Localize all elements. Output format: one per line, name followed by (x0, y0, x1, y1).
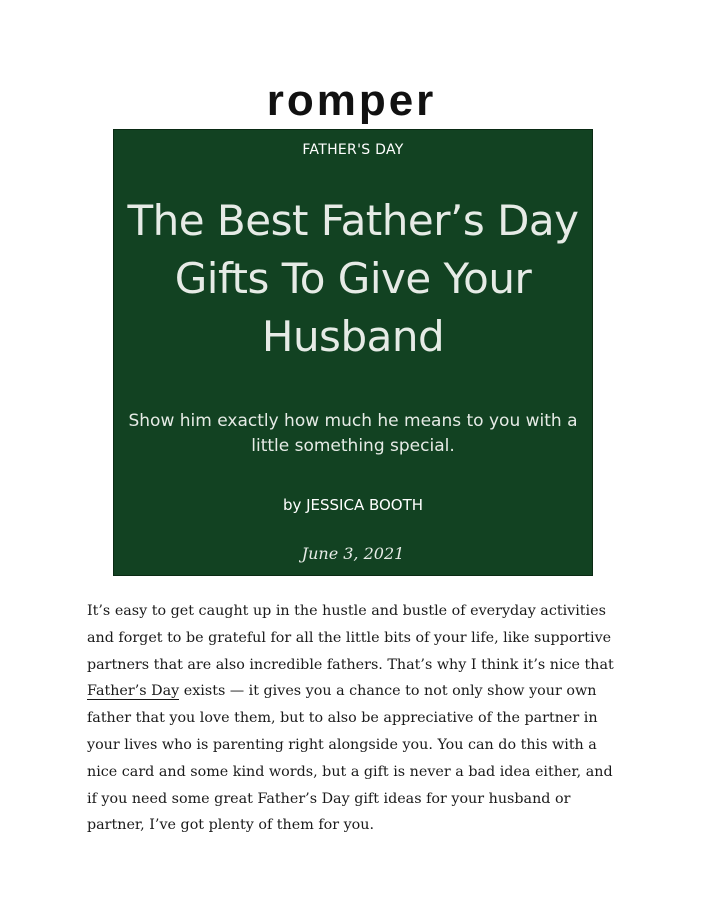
paragraph-text: It’s easy to get caught up in the hustle and bustle of everyday activities and forget to be grateful for all the little bits of your life, like supportive partners that are also incredible fathers. That’s why I think it’s nice that (87, 603, 614, 673)
publish-date: June 3, 2021 (301, 544, 405, 563)
paragraph-text: exists — it gives you a chance to not only show your own father that you love them, but to also be appreciative of the partner in your lives who is parenting right alongside you. You can do this with a nice card and some kind words, but a gift is never a bad idea either, and if you need some great Father’s Day gift ideas for your husband or partner, I’ve got plenty of them for you. (87, 683, 613, 834)
fathers-day-link[interactable]: Father’s Day (87, 683, 180, 700)
article-title (114, 192, 592, 366)
title-line: The Best Father’s Day (127, 196, 579, 245)
title-line: Gifts To Give Your (174, 254, 532, 303)
title-line: Husband (261, 312, 445, 361)
site-logo[interactable]: romper (266, 76, 437, 125)
article-subtitle: Show him exactly how much he means to you with a little something special. (128, 411, 578, 456)
author-byline[interactable]: by JESSICA BOOTH (282, 496, 424, 514)
article-hero (113, 129, 593, 576)
category-label[interactable]: FATHER'S DAY (302, 142, 404, 158)
article-paragraph (87, 598, 627, 839)
